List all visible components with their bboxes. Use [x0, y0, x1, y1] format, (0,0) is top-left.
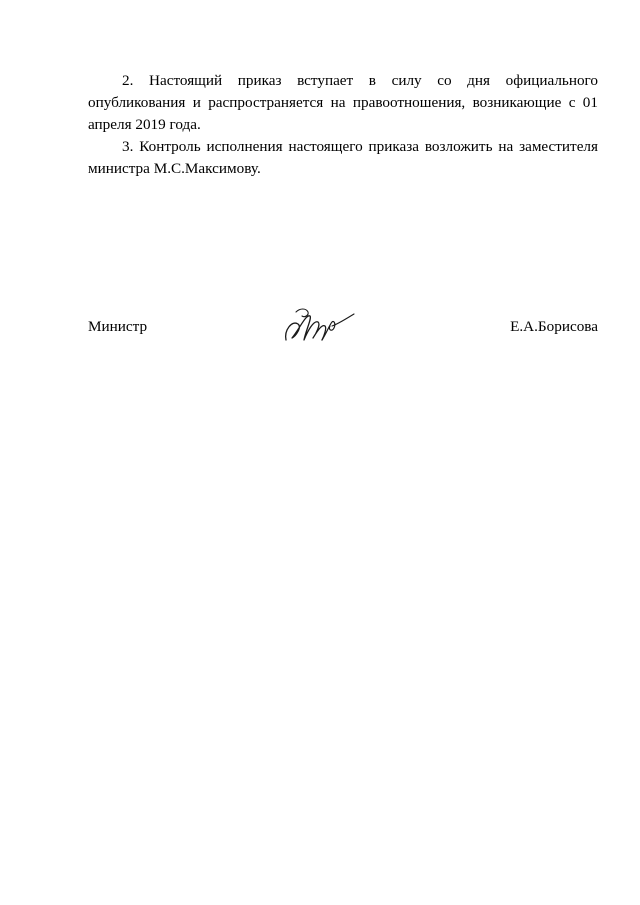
- signature-block: [88, 300, 598, 360]
- paragraph-3: 3. Контроль исполнения настоящего приказа возложить на заместителя министра М.С.Максимову.: [88, 138, 598, 177]
- signature-loop: [296, 309, 308, 317]
- signature-stroke-2: [322, 321, 335, 340]
- paragraph-2: 2. Настоящий приказ вступает в силу со дня официального опубликования и распространяется на правоотношения, возникающие с 01 апреля 2019 года.: [88, 72, 598, 133]
- signature-flourish: [332, 314, 354, 326]
- signature-stroke-1: [286, 316, 326, 340]
- signatory-name: Е.А.Борисова: [510, 318, 598, 335]
- document-body: [88, 70, 598, 180]
- handwritten-signature: [278, 300, 358, 350]
- signatory-title: Министр: [88, 318, 148, 335]
